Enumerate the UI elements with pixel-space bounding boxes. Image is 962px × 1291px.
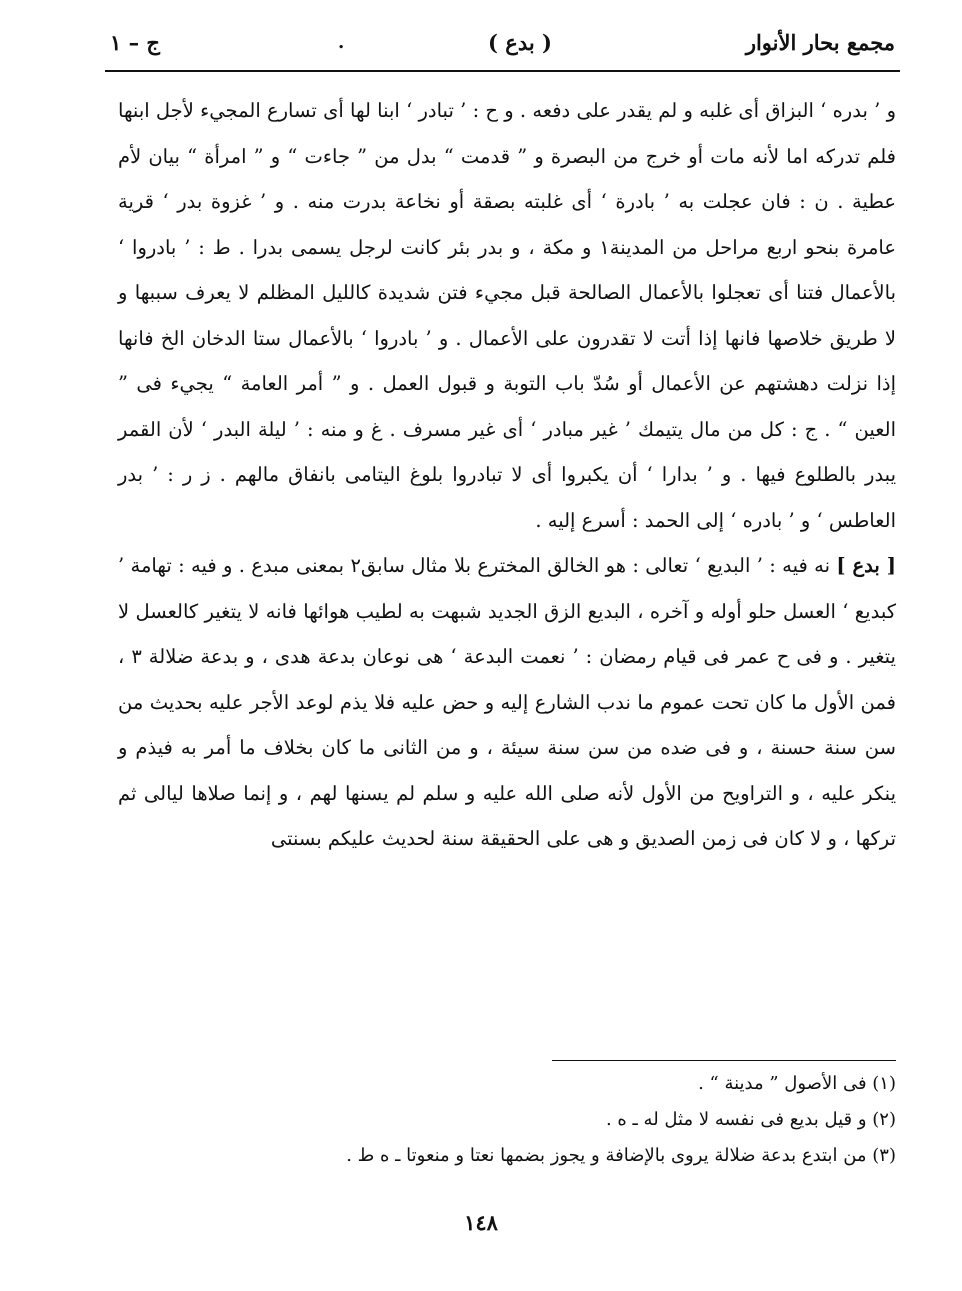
- header-rule: [105, 70, 900, 72]
- page-number: ١٤٨: [464, 1210, 498, 1235]
- footnote-rule: [552, 1060, 896, 1061]
- book-title: مجمع بحار الأنوار: [745, 30, 895, 55]
- entry-text: نه فيه : ’ البديع ‘ تعالى : هو الخالق المخترع بلا مثال سابق٢ بمعنى مبدع . و فيه : تهامة ’ كبديع ‘ العسل حلو أوله و آخره ، البديع الزق الجديد شبهت به لطيب هوائها فانه لا يتغير كالعسل لا يتغير . و فى ح عمر فى قيام رمضان : ’ نعمت البدعة ‘ هى نوعان بدعة هدى ، و بدعة ضلالة ٣ ، فمن الأول ما كان تحت عموم ما ندب الشارع إليه و حض عليه فلا يذم لوعد الأجر عليه بحديث من سن سنة حسنة ، و فى ضده من سن سنة سيئة ، و من الثانى ما كان بخلاف ما أمر به فيذم و ينكر عليه ، و التراويح من الأول لأنه صلى الله عليه و سلم لم يسنها لهم ، و إنما صلاها ليالى ثم تركها ، و لا كان فى زمن الصديق و هى على الحقيقة سنة لحديث عليكم بسنتى: [118, 554, 896, 850]
- footnotes: [118, 1066, 896, 1174]
- running-header: [110, 26, 895, 66]
- main-text: [118, 88, 896, 862]
- footnote-3: (٣) من ابتدع بدعة ضلالة يروى بالإضافة و يجوز بضمها نعتا و منعوتا ـ ه ط .: [346, 1145, 896, 1166]
- footnote-1: (١) فى الأصول ” مدينة “ .: [698, 1073, 896, 1094]
- entry-heading: [ بدع ]: [836, 554, 896, 577]
- entry-bada: [118, 543, 896, 862]
- paragraph-badr: و ’ بدره ‘ البزاق أى غلبه و لم يقدر على دفعه . و ح : ’ تبادر ‘ ابنا لها أى تسارع المجيء لأجل ابنها فلم تدركه اما لأنه مات أو خرج من البصرة و ” قدمت “ بدل من ” جاءت “ و ” امرأة “ بيان لأم عطية . ن : فان عجلت به ’ بادرة ‘ أى غلبته بصقة أو نخاعة بدرت منه . و ’ غزوة بدر ‘ قرية عامرة بنحو اربع مراحل من المدينة١ و مكة ، و بدر بئر كانت لرجل يسمى بدرا . ط : ’ بادروا ‘ بالأعمال فتنا أى تعجلوا بالأعمال الصالحة قبل مجيء فتن شديدة كالليل المظلم لا يعرف سببها و لا طريق خلاصها فانها إذا أتت لا تقدرون على الأعمال . و ’ بادروا ‘ بالأعمال ستا الدخان الخ فانها إذا نزلت دهشتهم عن الأعمال أو سُدّ باب التوبة و قبول العمل . و ” أمر العامة “ يجيء فى ” العين “ . ج : كل من مال يتيمك ’ غير مبادر ‘ أى غير مسرف . غ و منه : ’ ليلة البدر ‘ لأن القمر يبدر بالطلوع فيها . و ’ بدارا ‘ أن يكبروا أى لا تبادروا بلوغ اليتامى بانفاق مالهم . ز ر : ’ بدر العاطس ‘ و ’ بادره ‘ إلى الحمد : أسرع إليه .: [118, 99, 896, 532]
- footnote-2: (٢) و قيل بديع فى نفسه لا مثل له ـ ه .: [605, 1109, 896, 1130]
- volume-label: ج – ١: [110, 30, 160, 55]
- header-dot: .: [338, 32, 345, 53]
- section-title: ( بدع ): [488, 30, 552, 55]
